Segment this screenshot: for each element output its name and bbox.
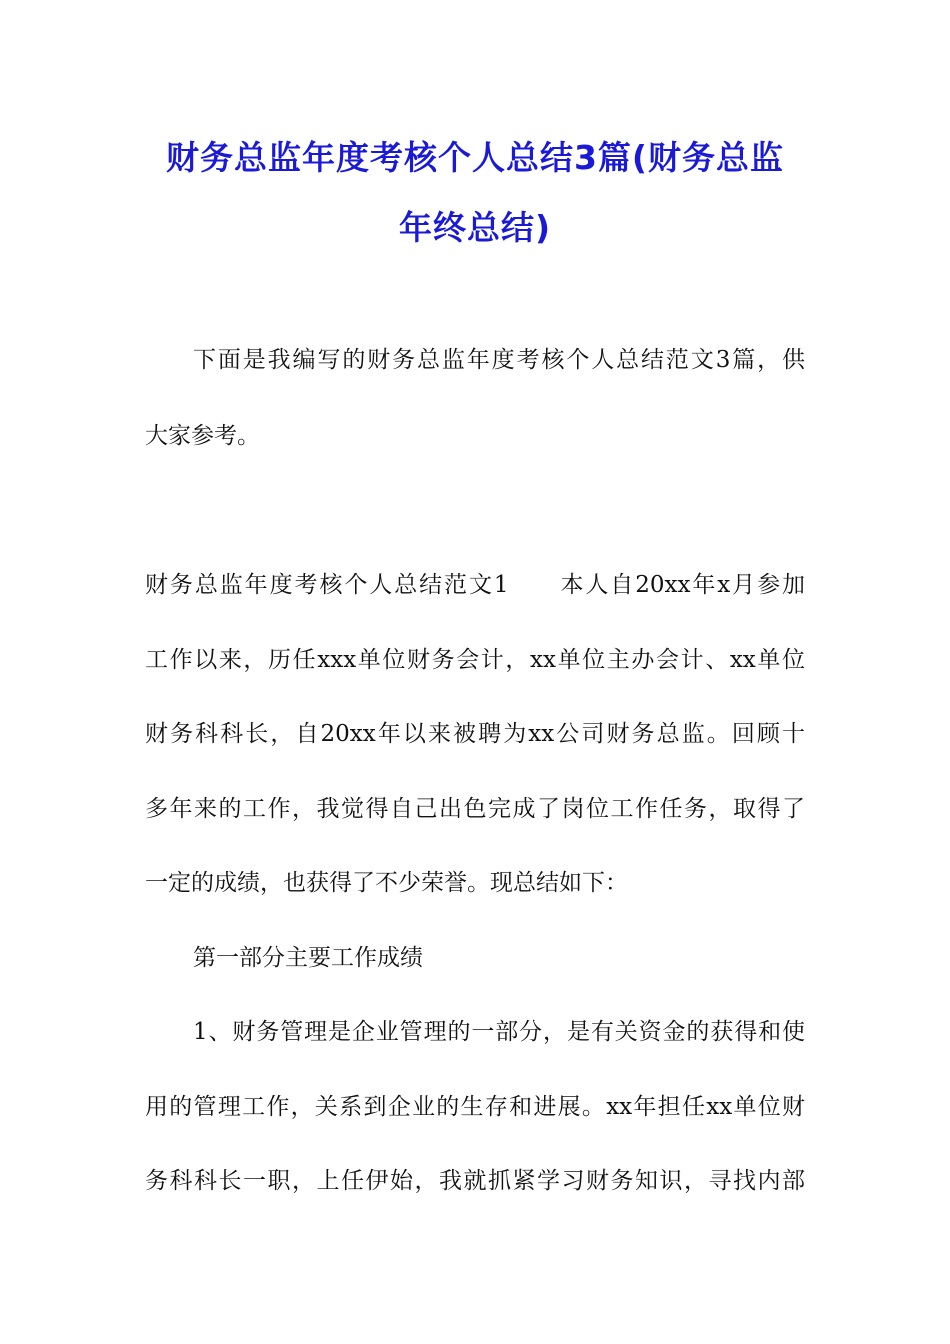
intro-line-1: 下面是我编写的财务总监年度考核个人总结范文3篇，供: [193, 347, 805, 373]
part1-paragraph-line-3: 务科科长一职，上任伊始，我就抓紧学习财务知识，寻找内部: [145, 1168, 805, 1194]
document-title-line-1: 财务总监年度考核个人总结3篇(财务总监: [165, 138, 785, 177]
document-title-line-2: 年终总结): [398, 208, 552, 247]
section1-line-4: 多年来的工作，我觉得自己出色完成了岗位工作任务，取得了: [145, 796, 805, 822]
section1-line-2: 工作以来，历任xxx单位财务会计，xx单位主办会计、xx单位: [145, 647, 805, 673]
section1-line-5: 一定的成绩，也获得了不少荣誉。现总结如下：: [145, 870, 628, 896]
section1-line1-tail: 本人自20xx年x月参加: [558, 572, 805, 598]
section1-line-3: 财务科科长，自20xx年以来被聘为xx公司财务总监。回顾十: [145, 721, 805, 747]
part1-paragraph-line-1: 1、财务管理是企业管理的一部分，是有关资金的获得和使: [193, 1019, 805, 1045]
section1-heading: 财务总监年度考核个人总结范文1: [145, 572, 509, 598]
intro-line-2: 大家参考。: [145, 423, 260, 449]
section1-first-line: [145, 570, 805, 600]
part1-heading: 第一部分主要工作成绩: [193, 945, 423, 971]
part1-paragraph-line-2: 用的管理工作，关系到企业的生存和进展。xx年担任xx单位财: [145, 1094, 805, 1120]
